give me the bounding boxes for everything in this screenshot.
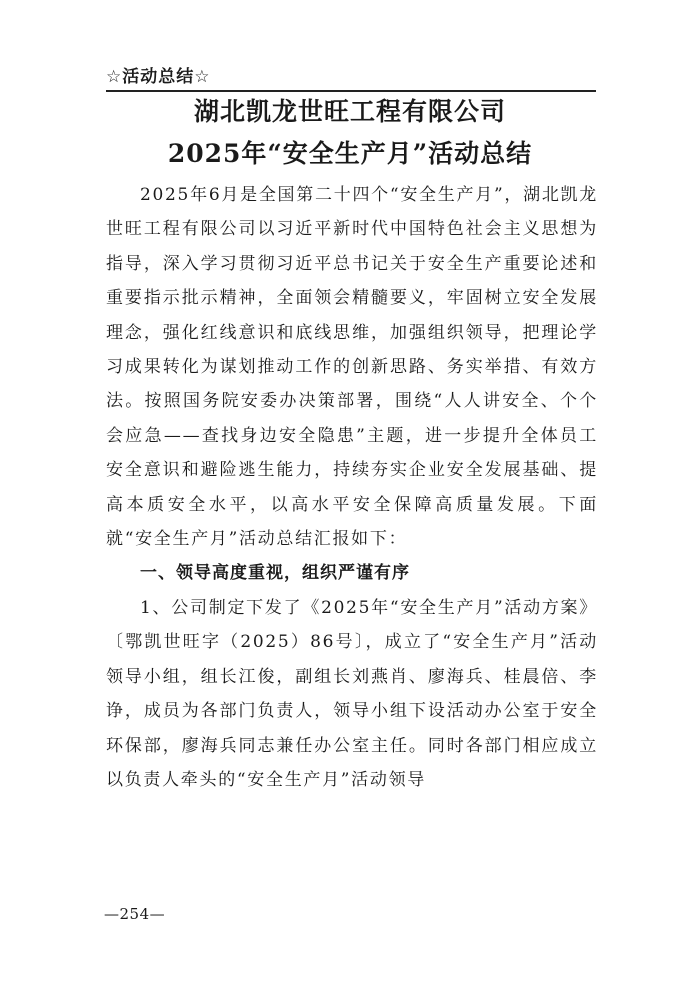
section-header [106, 60, 596, 92]
document-title-subject: 2025年“安全生产月”活动总结 [167, 139, 533, 168]
section-label: ☆活动总结☆ [106, 67, 211, 87]
section-1-item-1: 1、公司制定下发了《2025年“安全生产月”活动方案》〔鄂凯世旺字（2025）86号〕，成立了“安全生产月”活动领导小组，组长江俊，副组长刘燕肖、廖海兵、桂晨倍、李诤，成员为各部门负责人，领导小组下设活动办公室于安全环保部，廖海兵同志兼任办公室主任。同时各部门相应成立以负责人牵头的“安全生产月”活动领导 [106, 597, 598, 790]
document-title-company: 湖北凯龙世旺工程有限公司 [193, 97, 506, 126]
document-body [106, 178, 598, 797]
intro-paragraph: 2025年6月是全国第二十四个“安全生产月”，湖北凯龙世旺工程有限公司以习近平新时代中国特色社会主义思想为指导，深入学习贯彻习近平总书记关于安全生产重要论述和重要指示批示精神，全面领会精髓要义，牢固树立安全发展理念，强化红线意识和底线思维，加强组织领导，把理论学习成果转化为谋划推动工作的创新思路、务实举措、有效方法。按照国务院安委办决策部署，围绕“人人讲安全、个个会应急——查找身边安全隐患”主题，进一步提升全体员工安全意识和避险逃生能力，持续夯实企业安全发展基础、提高本质安全水平，以高水平安全保障高质量发展。下面就“安全生产月”活动总结汇报如下： [106, 185, 598, 550]
section-heading-1: 一、领导高度重视，组织严谨有序 [140, 563, 410, 584]
page-number: —254— [104, 905, 166, 923]
